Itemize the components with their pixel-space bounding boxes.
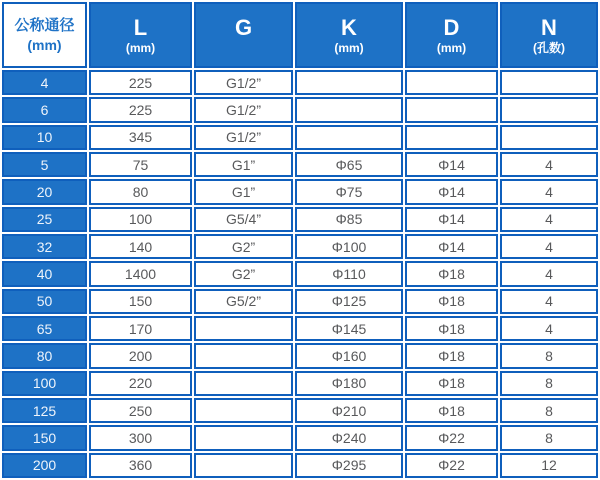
- data-cell: 4: [500, 316, 598, 341]
- row-header-cell: 50: [2, 289, 87, 314]
- data-cell: G1/2”: [194, 70, 293, 95]
- table-row: [2, 398, 598, 423]
- data-cell: Φ22: [405, 425, 498, 450]
- data-cell: Φ160: [295, 343, 403, 368]
- data-cell: Φ240: [295, 425, 403, 450]
- header-L-label: L: [133, 14, 148, 40]
- row-header-cell: 150: [2, 425, 87, 450]
- header-nominal-diameter-label: 公称通径: [14, 17, 75, 34]
- table-body: [2, 70, 598, 478]
- data-cell: Φ14: [405, 234, 498, 259]
- data-cell: 1400: [89, 261, 192, 286]
- data-cell: Φ110: [295, 261, 403, 286]
- table-row: [2, 152, 598, 177]
- data-cell: [194, 453, 293, 478]
- table-row: [2, 97, 598, 122]
- data-cell: Φ65: [295, 152, 403, 177]
- data-cell: [194, 425, 293, 450]
- table-row: [2, 179, 598, 204]
- row-header-cell: 25: [2, 207, 87, 232]
- data-cell: 150: [89, 289, 192, 314]
- data-cell: [405, 70, 498, 95]
- header-cell-nominal-diameter: [2, 2, 87, 68]
- data-cell: [405, 97, 498, 122]
- header-D-unit: (mm): [436, 40, 467, 55]
- header-row: [2, 2, 598, 68]
- row-header-cell: 20: [2, 179, 87, 204]
- header-N-unit: (孔数): [533, 40, 565, 55]
- data-cell: 225: [89, 70, 192, 95]
- row-header-cell: 40: [2, 261, 87, 286]
- table-row: [2, 70, 598, 95]
- data-cell: 220: [89, 371, 192, 396]
- table-row: [2, 425, 598, 450]
- data-cell: [194, 316, 293, 341]
- data-cell: 360: [89, 453, 192, 478]
- header-cell-G: [194, 2, 293, 68]
- header-D-label: D: [443, 14, 460, 40]
- data-cell: G2”: [194, 234, 293, 259]
- table-row: [2, 453, 598, 478]
- data-cell: 4: [500, 207, 598, 232]
- data-cell: 8: [500, 343, 598, 368]
- header-L-unit: (mm): [125, 40, 156, 55]
- data-cell: Φ75: [295, 179, 403, 204]
- row-header-cell: 4: [2, 70, 87, 95]
- data-cell: 250: [89, 398, 192, 423]
- data-cell: 4: [500, 261, 598, 286]
- header-G-unit: [196, 41, 291, 56]
- table-row: [2, 261, 598, 286]
- data-cell: [194, 343, 293, 368]
- data-cell: Φ18: [405, 261, 498, 286]
- header-K-label: K: [341, 14, 357, 40]
- data-cell: Φ18: [405, 343, 498, 368]
- data-cell: [295, 70, 403, 95]
- data-cell: Φ18: [405, 289, 498, 314]
- data-cell: 300: [89, 425, 192, 450]
- table-row: [2, 316, 598, 341]
- data-cell: Φ85: [295, 207, 403, 232]
- data-cell: G1”: [194, 152, 293, 177]
- data-cell: 4: [500, 234, 598, 259]
- table-row: [2, 289, 598, 314]
- data-cell: Φ295: [295, 453, 403, 478]
- data-cell: 75: [89, 152, 192, 177]
- table-row: [2, 234, 598, 259]
- row-header-cell: 125: [2, 398, 87, 423]
- data-cell: G5/2”: [194, 289, 293, 314]
- data-cell: 140: [89, 234, 192, 259]
- row-header-cell: 6: [2, 97, 87, 122]
- data-cell: G1”: [194, 179, 293, 204]
- data-cell: 200: [89, 343, 192, 368]
- data-cell: Φ22: [405, 453, 498, 478]
- header-nominal-diameter-unit: (mm): [27, 37, 62, 53]
- data-cell: [500, 125, 598, 150]
- data-cell: 4: [500, 152, 598, 177]
- row-header-cell: 32: [2, 234, 87, 259]
- data-cell: [405, 125, 498, 150]
- data-cell: [295, 97, 403, 122]
- data-cell: G1/2”: [194, 97, 293, 122]
- header-N-label: N: [541, 14, 557, 40]
- data-cell: Φ14: [405, 207, 498, 232]
- data-cell: Φ14: [405, 179, 498, 204]
- data-cell: 345: [89, 125, 192, 150]
- header-K-unit: (mm): [334, 40, 364, 55]
- data-cell: Φ14: [405, 152, 498, 177]
- row-header-cell: 65: [2, 316, 87, 341]
- row-header-cell: 200: [2, 453, 87, 478]
- header-cell-K: [295, 2, 403, 68]
- data-cell: 12: [500, 453, 598, 478]
- data-cell: G5/4”: [194, 207, 293, 232]
- data-cell: [194, 371, 293, 396]
- data-cell: Φ18: [405, 316, 498, 341]
- data-cell: [500, 70, 598, 95]
- header-cell-N: [500, 2, 598, 68]
- data-cell: 8: [500, 398, 598, 423]
- row-header-cell: 80: [2, 343, 87, 368]
- data-cell: G1/2”: [194, 125, 293, 150]
- header-cell-L: [89, 2, 192, 68]
- data-cell: Φ210: [295, 398, 403, 423]
- data-cell: 8: [500, 371, 598, 396]
- table-row: [2, 371, 598, 396]
- row-header-cell: 10: [2, 125, 87, 150]
- data-cell: 100: [89, 207, 192, 232]
- data-cell: 170: [89, 316, 192, 341]
- table-row: [2, 207, 598, 232]
- data-cell: Φ145: [295, 316, 403, 341]
- table-row: [2, 125, 598, 150]
- data-cell: Φ100: [295, 234, 403, 259]
- data-cell: Φ18: [405, 398, 498, 423]
- data-cell: [295, 125, 403, 150]
- data-cell: 4: [500, 289, 598, 314]
- data-cell: 225: [89, 97, 192, 122]
- data-cell: G2”: [194, 261, 293, 286]
- data-cell: 4: [500, 179, 598, 204]
- header-cell-D: [405, 2, 498, 68]
- row-header-cell: 5: [2, 152, 87, 177]
- data-cell: [194, 398, 293, 423]
- header-G-label: G: [234, 14, 253, 40]
- data-cell: Φ18: [405, 371, 498, 396]
- data-cell: Φ180: [295, 371, 403, 396]
- data-cell: 80: [89, 179, 192, 204]
- data-cell: Φ125: [295, 289, 403, 314]
- data-cell: 8: [500, 425, 598, 450]
- data-cell: [500, 97, 598, 122]
- row-header-cell: 100: [2, 371, 87, 396]
- table-row: [2, 343, 598, 368]
